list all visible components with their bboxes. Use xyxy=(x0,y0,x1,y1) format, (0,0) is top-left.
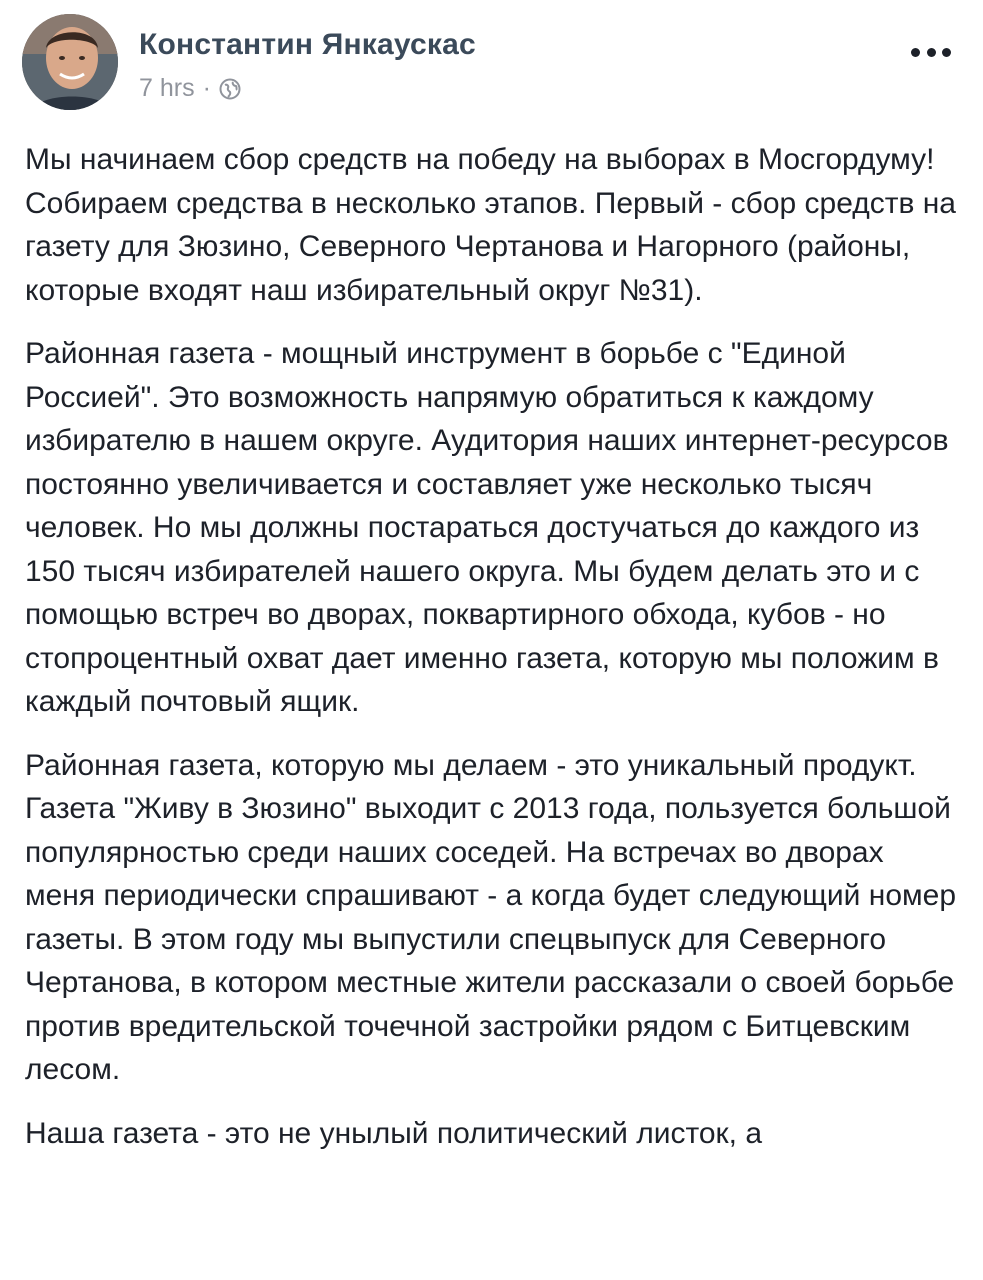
more-options-button[interactable] xyxy=(911,42,951,62)
post-paragraph: Мы начинаем сбор средств на победу на выборах в Мосгордуму! Собираем средства в несколько этапов. Первый - сбор средств на газету для Зюзино, Северного Чертанова и Нагорного (районы, которые входят наш избирательный округ №31). xyxy=(25,143,956,307)
post-meta xyxy=(139,74,241,103)
post-time[interactable]: 7 hrs xyxy=(139,74,195,102)
author-name[interactable]: Константин Янкаускас xyxy=(139,28,476,61)
more-dots-icon xyxy=(911,48,920,57)
post-paragraph: Районная газета - мощный инструмент в борьбе с "Единой Россией". Это возможность напрямую обратиться к каждому избирателю в нашем округе. Аудитория наших интернет-ресурсов постоянно увеличивается и составляет уже несколько тысяч человек. Но мы должны постараться достучаться до каждого из 150 тысяч избирателей нашего округа. Мы будем делать это и с помощью встреч во дворах, поквартирного обхода, кубов - но стопроцентный охват дает именно газета, которую мы положим в каждый почтовый ящик. xyxy=(25,337,949,718)
more-dots-icon xyxy=(942,48,951,57)
more-dots-icon xyxy=(927,48,936,57)
post-paragraph: Наша газета - это не унылый политический листок, а xyxy=(25,1116,763,1150)
avatar[interactable] xyxy=(22,14,118,110)
avatar-photo xyxy=(22,14,118,110)
globe-icon[interactable] xyxy=(219,78,241,100)
post-header xyxy=(0,0,983,120)
post-body xyxy=(25,138,960,1175)
meta-separator: · xyxy=(202,74,211,102)
post-paragraph: Районная газета, которую мы делаем - это уникальный продукт. Газета "Живу в Зюзино" выходит с 2013 года, пользуется большой популярностью среди наших соседей. На встречах во дворах меня периодически спрашивают - а когда будет следующий номер газеты. В этом году мы выпустили спецвыпуск для Северного Чертанова, в котором местные жители рассказали о своей борьбе против вредительской точечной застройки рядом с Битцевским лесом. xyxy=(25,748,957,1086)
